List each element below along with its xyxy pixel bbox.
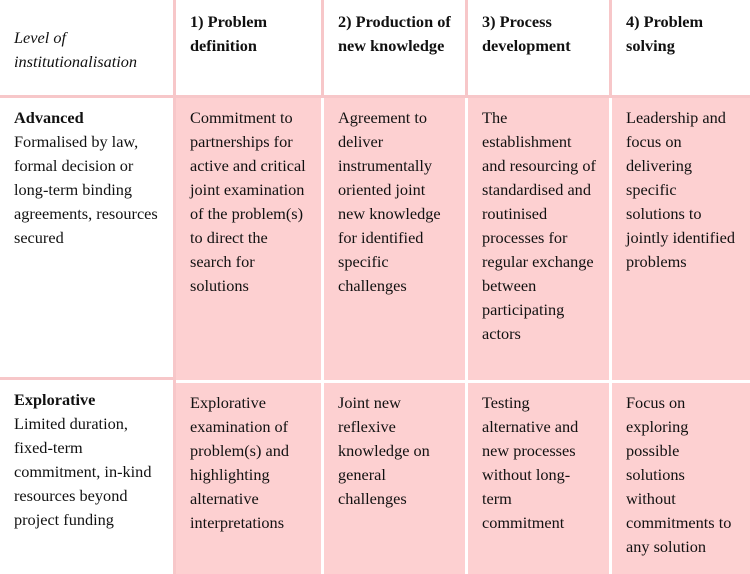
column-header-2: 2) Production of new knowledge bbox=[338, 12, 451, 55]
header-process-development bbox=[468, 0, 612, 98]
header-problem-definition bbox=[176, 0, 324, 98]
table-cell: Joint new reflexive knowledge on general challenges bbox=[324, 380, 468, 574]
column-header-3: 3) Process development bbox=[482, 12, 571, 55]
header-level-label-cell bbox=[0, 0, 176, 98]
row-header-advanced bbox=[0, 98, 176, 380]
column-header-1: 1) Problem definition bbox=[190, 12, 268, 55]
row-title: Explorative bbox=[14, 390, 96, 409]
table-cell: Testing alternative and new processes without long-term commitment bbox=[468, 380, 612, 574]
table-cell: Focus on exploring possible solutions without commitments to any solution bbox=[612, 380, 750, 574]
table-cell: Commitment to partnerships for active and critical joint examination of the problem(s) to direct the search for solutions bbox=[176, 98, 324, 380]
header-problem-solving bbox=[612, 0, 750, 98]
header-production-new-knowledge bbox=[324, 0, 468, 98]
table-cell: Explorative examination of problem(s) and highlighting alternative interpretations bbox=[176, 380, 324, 574]
row-title: Advanced bbox=[14, 108, 84, 127]
table-cell: Agreement to deliver instrumentally oriented joint new knowledge for identified specific challenges bbox=[324, 98, 468, 380]
table-cell: Leadership and focus on delivering specific solutions to jointly identified problems bbox=[612, 98, 750, 380]
row-description: Limited duration, fixed-term commitment, in-kind resources beyond project funding bbox=[14, 414, 152, 529]
row-description: Formalised by law, formal decision or long-term binding agreements, resources secured bbox=[14, 132, 158, 247]
table-cell: The establishment and resourcing of standardised and routinised processes for regular exchange between participating actors bbox=[468, 98, 612, 380]
row-header-explorative bbox=[0, 380, 176, 574]
header-level-label: Level of institutionalisation bbox=[14, 28, 138, 71]
column-header-4: 4) Problem solving bbox=[626, 12, 704, 55]
